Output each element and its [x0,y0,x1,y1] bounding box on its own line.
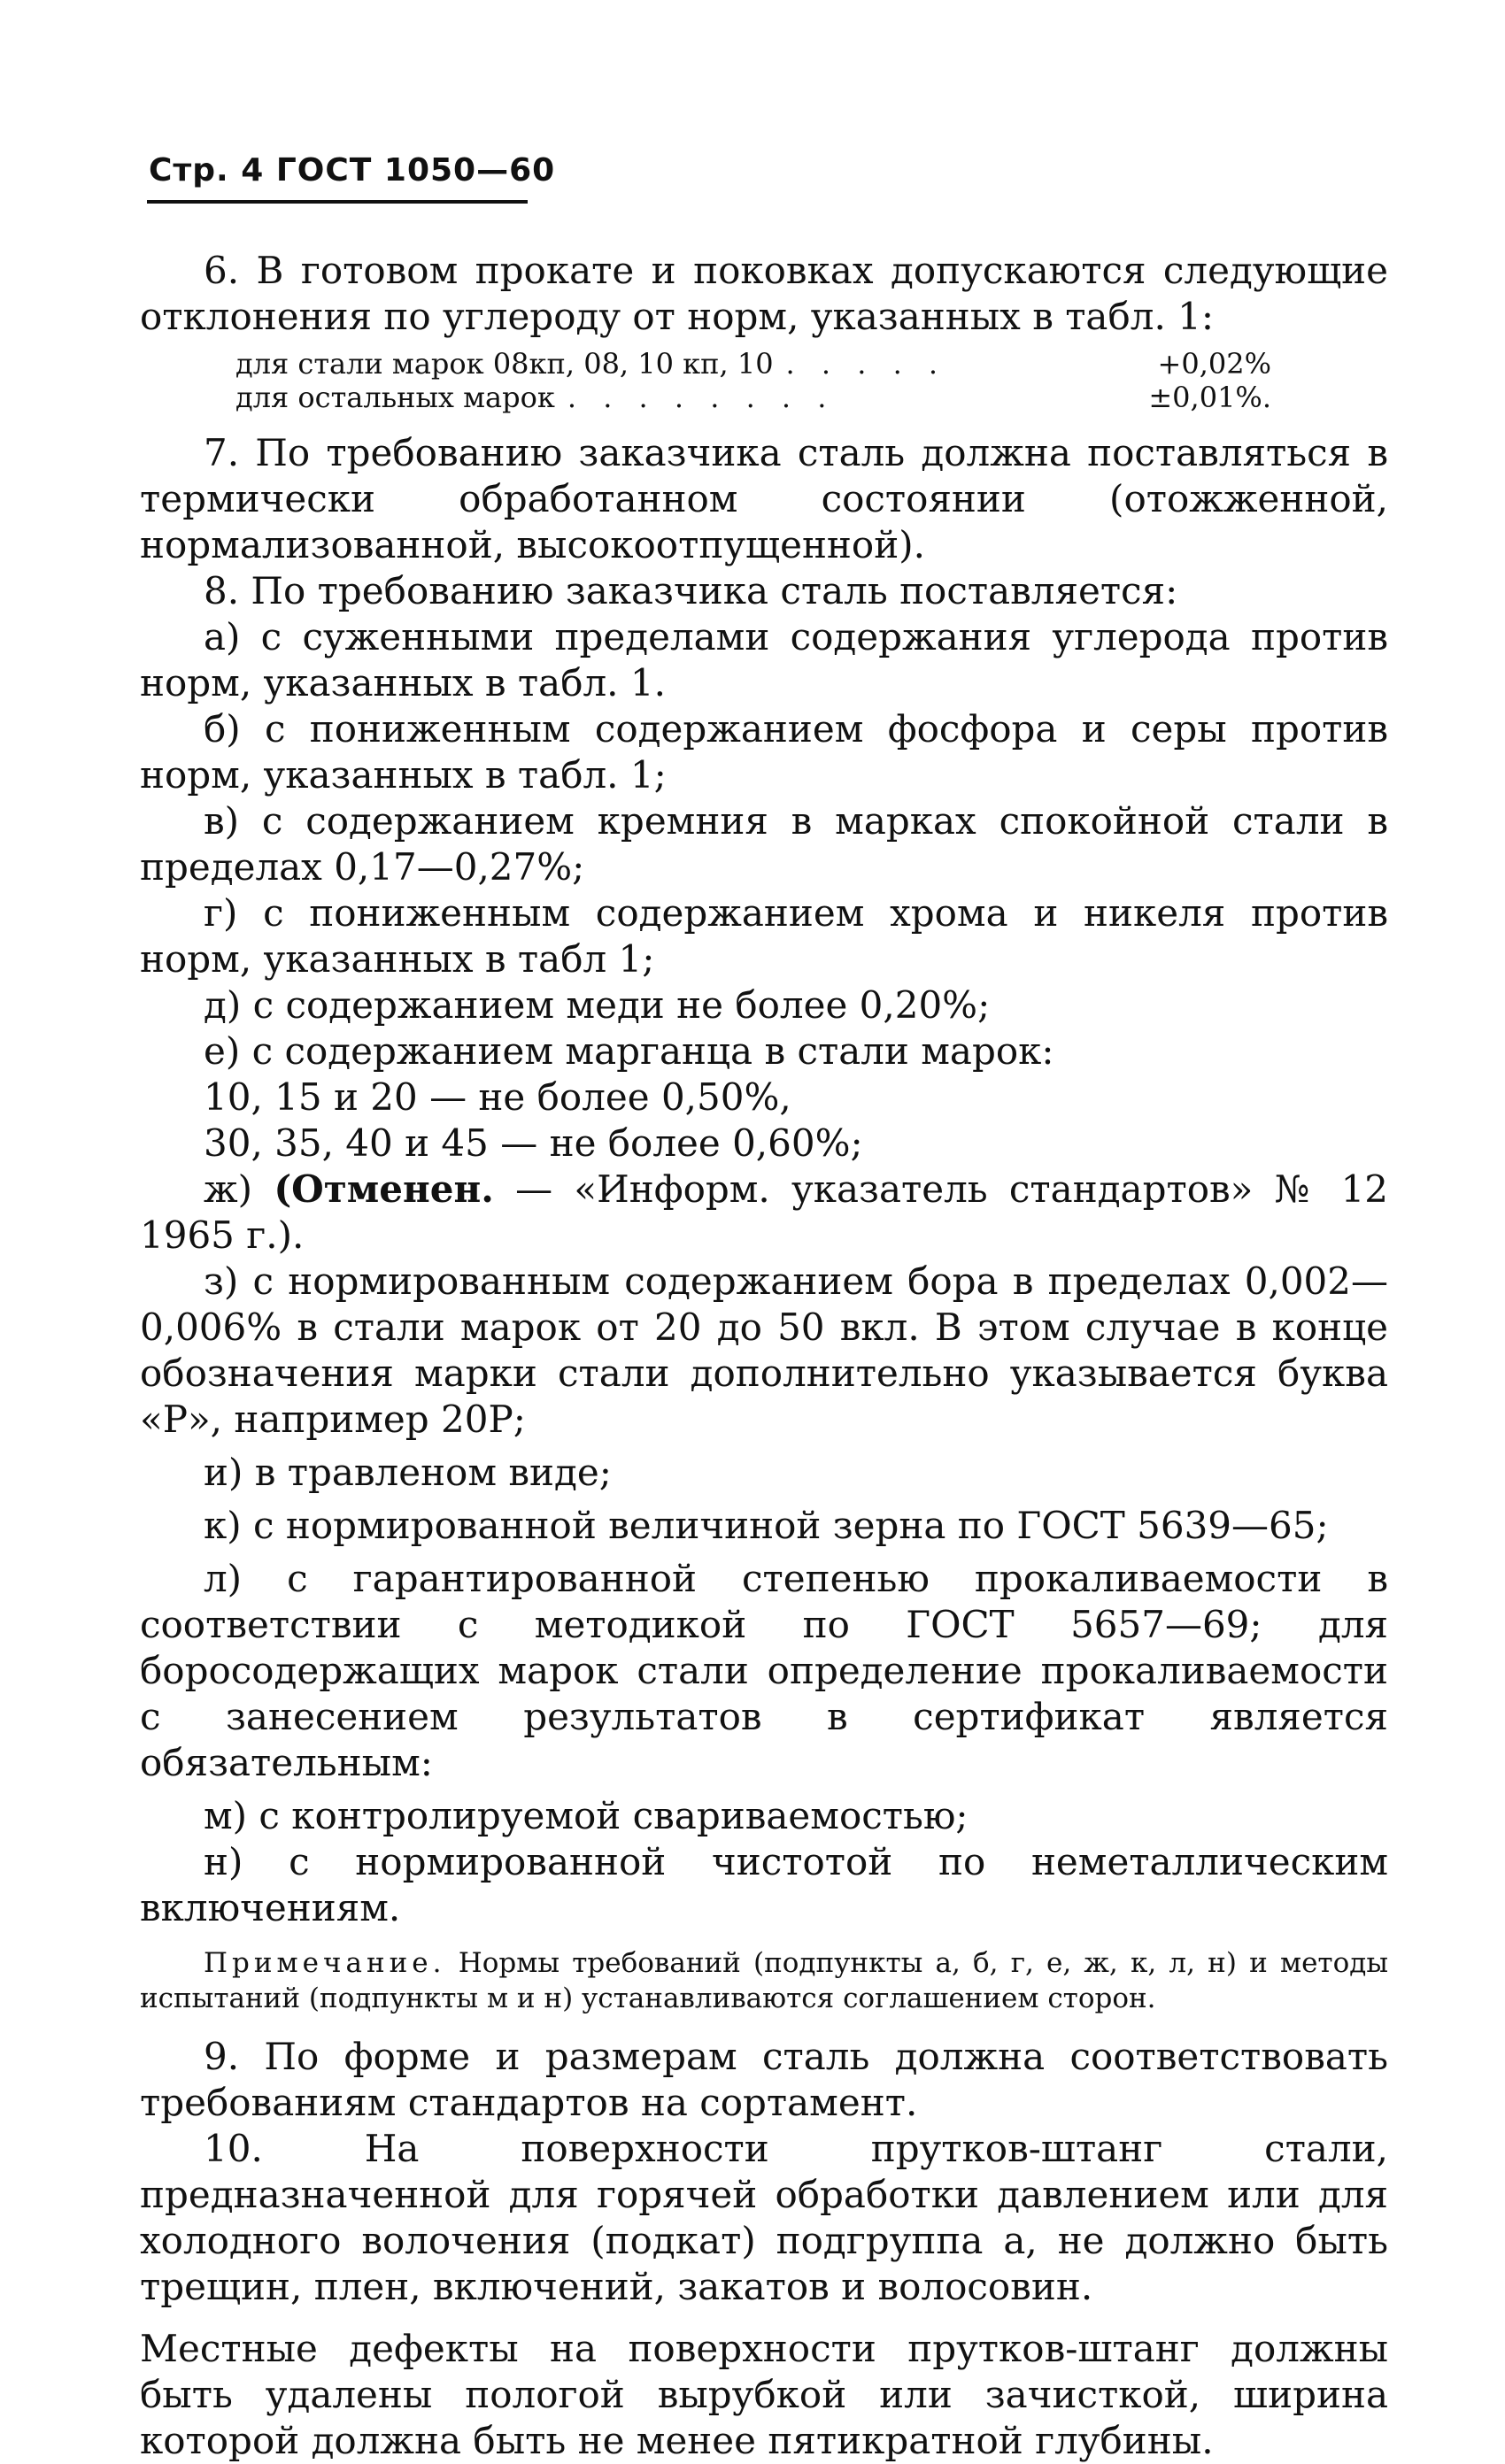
clause-8-item-b: б) с пониженным содержанием фосфора и серы против норм, указанных в табл. 1; [140,707,1388,797]
clause-8-item-a: а) с суженными пределами содержания углерода против норм, указанных в табл. 1. [140,615,1388,705]
clause-8-item-m: м) с контролируемой свариваемостью; [204,1794,969,1837]
item-zh-cancelled: (Отменен. [274,1167,494,1211]
page-header: Стр. 4 ГОСТ 1050—60 [149,152,556,189]
clause-8: 8. По требованию заказчика сталь поставляется: [204,569,1178,612]
clause-8-item-v: в) с содержанием кремния в марках спокойной стали в пределах 0,17—0,27%; [140,799,1388,889]
clause-8-item-zh [140,1167,1388,1259]
item-zh-reference: — «Информ. указатель стандартов» № 12 1965 г.). [140,1167,1389,1257]
clause-6: 6. В готовом прокате и поковках допускаются следующие отклонения по углероду от норм, указанных в табл. 1: [140,249,1388,338]
note [140,1945,1388,2016]
clause-7: 7. По требованию заказчика сталь должна поставляться в термически обработанном состоянии (отожженной, нормализованной, высокоотпущенной). [140,431,1388,566]
tolerance-list [235,347,1271,414]
clause-8-item-d: д) с содержанием меди не более 0,20%; [204,983,991,1027]
clause-8-item-e-sub2: 30, 35, 40 и 45 — не более 0,60%; [204,1121,863,1165]
tolerance-row [235,347,1271,381]
header-rule [147,200,528,204]
tolerance-value: ±0,01%. [1148,381,1271,414]
tolerance-label: для стали марок 08кп, 08, 10 кп, 10 [235,347,774,381]
clause-10: 10. На поверхности прутков-штанг стали, предназначенной для горячей обработки давлением или для холодного волочения (подкат) подгруппа а, не должно быть трещин, плен, включений, закатов и волосовин. [140,2127,1388,2308]
note-text: Нормы требований (подпункты а, б, г, е, ж, к, л, н) и методы испытаний (подпункты м и н) устанавливаются соглашением сторон. [140,1947,1388,2014]
clause-8-item-k: к) с нормированной величиной зерна по ГОСТ 5639—65; [204,1504,1329,1547]
clause-8-item-l: л) с гарантированной степенью прокаливаемости в соответствии с методикой по ГОСТ 5657—69; для боросодержащих марок стали определение прокаливаемости с занесением результатов в сертификат является обязательным: [140,1557,1388,1784]
leader-dots: . . . . . . . . [567,381,836,414]
leader-dots: . . . . . [785,347,947,381]
clause-8-item-n: н) с нормированной чистотой по неметаллическим включениям. [140,1840,1388,1929]
note-label: Примечание. [204,1947,446,1979]
tolerance-value: +0,02% [1157,347,1271,381]
tolerance-label: для остальных марок [235,381,555,414]
clause-8-item-z: з) с нормированным содержанием бора в пределах 0,002—0,006% в стали марок от 20 до 50 вкл. В этом случае в конце обозначения марки стали дополнительно указывается буква «Р», например 20Р; [140,1259,1388,1441]
tolerance-row [235,381,1271,414]
item-zh-prefix: ж) [204,1167,274,1211]
clause-8-item-e: е) с содержанием марганца в стали марок: [204,1029,1054,1073]
page-body [140,248,1388,2464]
clause-8-item-e-sub1: 10, 15 и 20 — не более 0,50%, [204,1075,791,1119]
clause-8-item-i: и) в травленом виде; [204,1451,612,1494]
clause-9: 9. По форме и размерам сталь должна соответствовать требованиям стандартов на сортамент. [140,2035,1388,2124]
clause-8-item-g: г) с пониженным содержанием хрома и никеля против норм, указанных в табл 1; [140,891,1388,981]
clause-10-defects: Местные дефекты на поверхности прутков-штанг должны быть удалены пологой вырубкой или зачисткой, ширина которой должна быть не менее пятикратной глубины. [140,2327,1388,2462]
